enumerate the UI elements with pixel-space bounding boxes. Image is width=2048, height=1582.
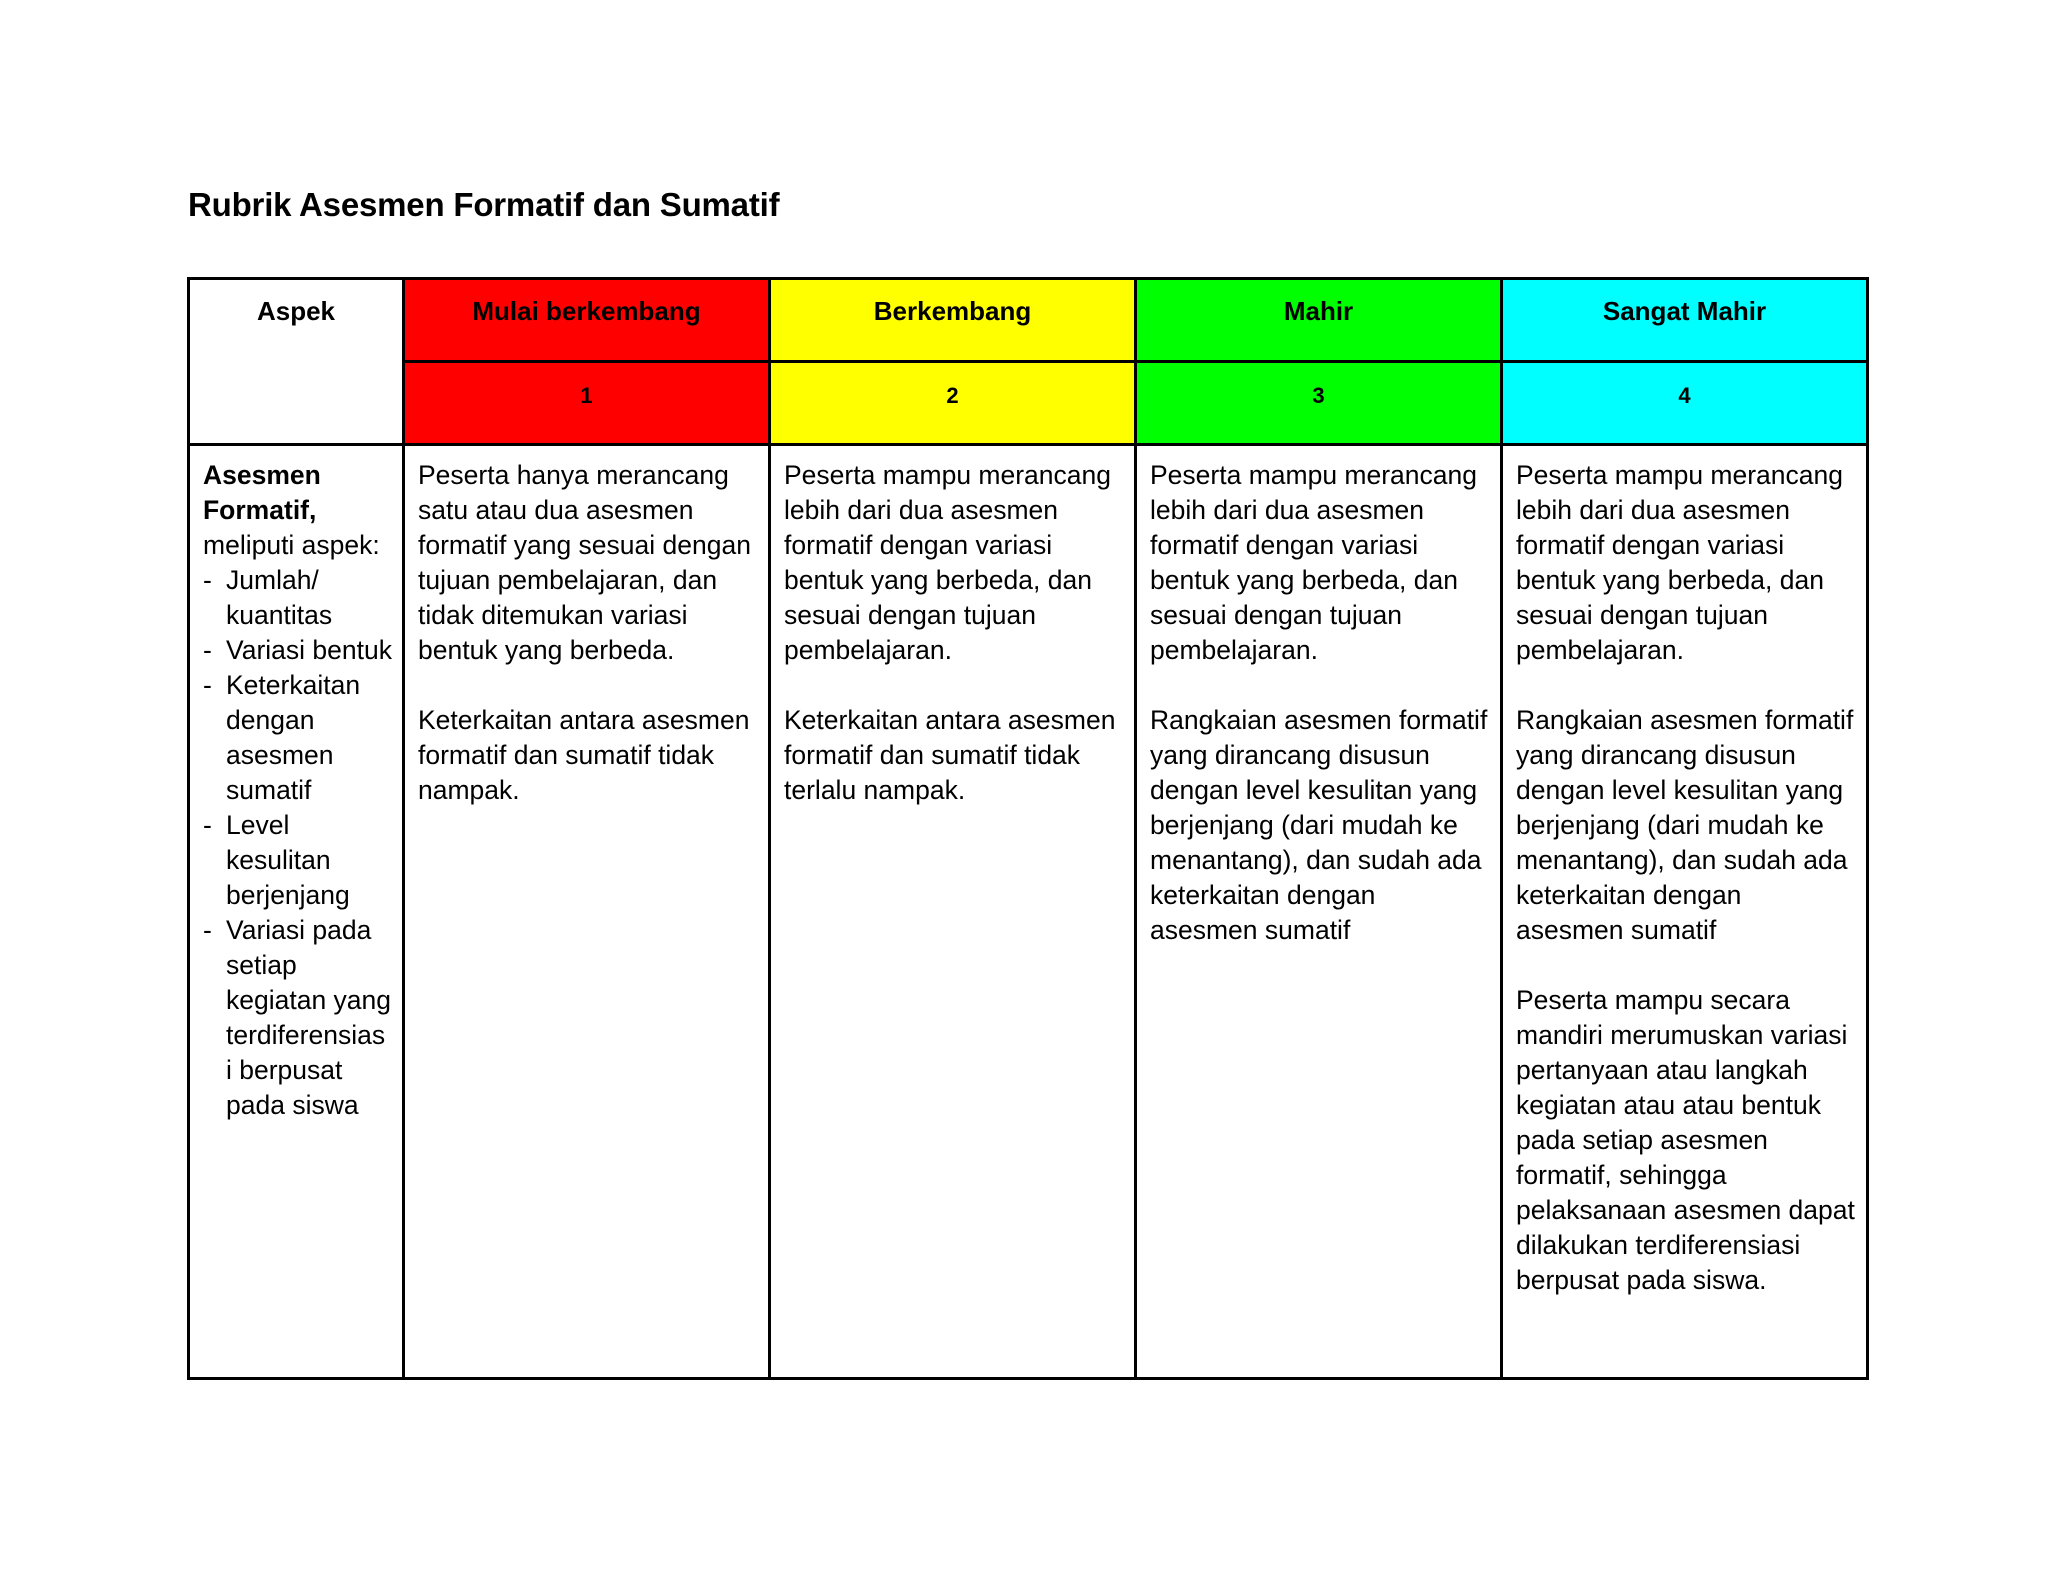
description-cell-4 [1502, 445, 1868, 1379]
description-paragraph: Keterkaitan antara asesmen formatif dan sumatif tidak terlalu nampak. [784, 705, 1116, 805]
description-paragraph: Peserta mampu merancang lebih dari dua asesmen formatif dengan variasi bentuk yang berbeda, dan sesuai dengan tujuan pembelajaran. [1150, 460, 1477, 665]
aspek-list-item: - Variasi bentuk [203, 633, 392, 668]
description-paragraph: Peserta mampu merancang lebih dari dua asesmen formatif dengan variasi bentuk yang berbeda, dan sesuai dengan tujuan pembelajaran. [1516, 460, 1843, 665]
level-header-3: Mahir [1136, 279, 1502, 362]
level-score-3: 3 [1136, 362, 1502, 445]
aspek-list-item: - Variasi pada setiap kegiatan yang terdiferensias i berpusat pada siswa [203, 913, 392, 1123]
aspek-intro: meliputi aspek: [203, 530, 380, 560]
description-paragraph: Keterkaitan antara asesmen formatif dan sumatif tidak nampak. [418, 705, 750, 805]
description-paragraph: Peserta mampu secara mandiri merumuskan variasi pertanyaan atau langkah kegiatan atau atau bentuk pada setiap asesmen formatif, sehingga pelaksanaan asesmen dapat dilakukan terdiferensiasi berpusat pada siswa. [1516, 985, 1855, 1295]
aspek-title-line2: Formatif, [203, 495, 317, 525]
level-score-4: 4 [1502, 362, 1868, 445]
page-title: Rubrik Asesmen Formatif dan Sumatif [188, 186, 780, 223]
level-header-1: Mulai berkembang [404, 279, 770, 362]
description-cell-3 [1136, 445, 1502, 1379]
description-paragraph: Peserta hanya merancang satu atau dua asesmen formatif yang sesuai dengan tujuan pembelajaran, dan tidak ditemukan variasi bentuk yang berbeda. [418, 460, 751, 665]
description-paragraph: Rangkaian asesmen formatif yang dirancang disusun dengan level kesulitan yang berjenjang (dari mudah ke menantang), dan sudah ada keterkaitan dengan asesmen sumatif [1150, 705, 1488, 945]
description-paragraph: Rangkaian asesmen formatif yang dirancang disusun dengan level kesulitan yang berjenjang (dari mudah ke menantang), dan sudah ada keterkaitan dengan asesmen sumatif [1516, 705, 1854, 945]
aspek-list-item: - Level kesulitan berjenjang [203, 808, 392, 913]
level-header-4: Sangat Mahir [1502, 279, 1868, 362]
aspek-title-line1: Asesmen [203, 460, 321, 490]
header-row-scores [189, 362, 1868, 445]
aspek-cell [189, 445, 404, 1379]
aspek-header: Aspek [189, 279, 404, 445]
level-score-1: 1 [404, 362, 770, 445]
rubric-body-row [189, 445, 1868, 1379]
aspek-list-item: - Jumlah/ kuantitas [203, 563, 392, 633]
level-score-2: 2 [770, 362, 1136, 445]
level-header-2: Berkembang [770, 279, 1136, 362]
description-cell-2 [770, 445, 1136, 1379]
aspek-list [203, 563, 392, 1123]
description-paragraph: Peserta mampu merancang lebih dari dua asesmen formatif dengan variasi bentuk yang berbeda, dan sesuai dengan tujuan pembelajaran. [784, 460, 1111, 665]
header-row-labels [189, 279, 1868, 362]
rubric-table [187, 277, 1869, 1380]
aspek-list-item: - Keterkaitan dengan asesmen sumatif [203, 668, 392, 808]
description-cell-1 [404, 445, 770, 1379]
